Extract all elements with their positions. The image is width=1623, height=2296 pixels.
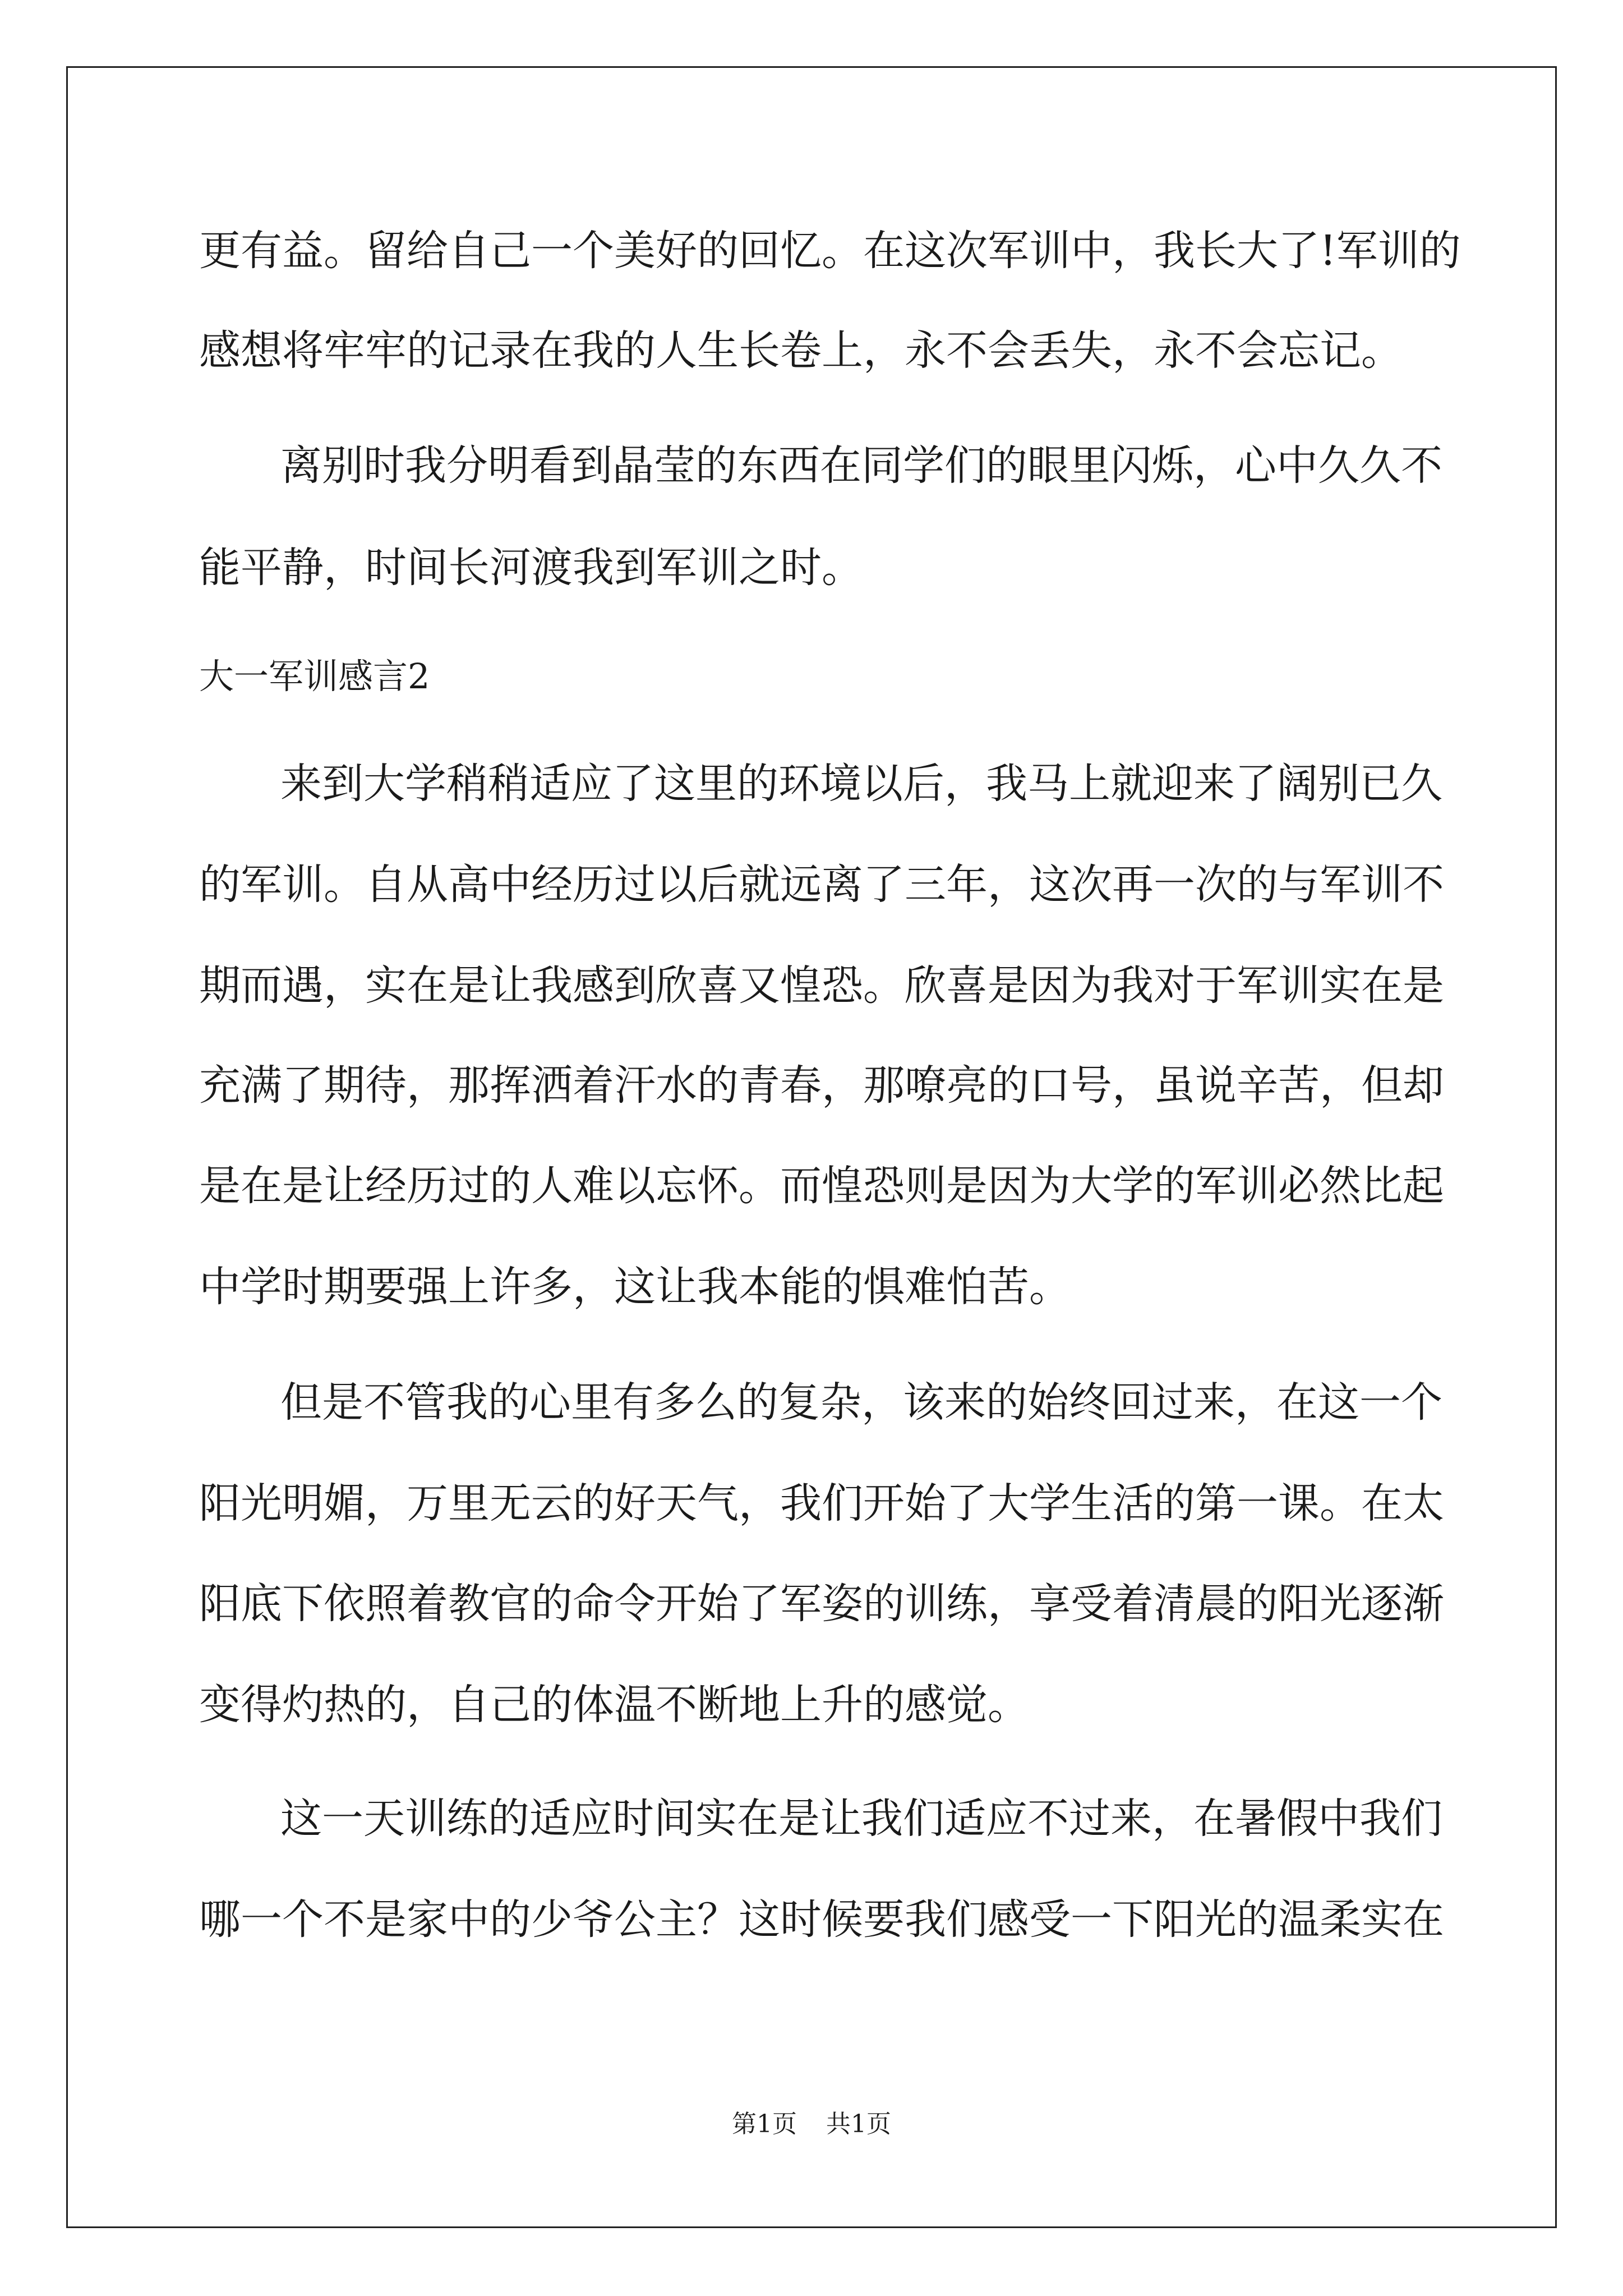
body-line: 能平静，时间长河渡我到军训之时。 xyxy=(199,544,863,592)
body-line: 这一天训练的适应时间实在是让我们适应不过来，在暑假中我们 xyxy=(280,1795,1442,1843)
body-line: 阳底下依照着教官的命令开始了军姿的训练，享受着清晨的阳光逐渐 xyxy=(199,1580,1444,1628)
body-line: 感想将牢牢的记录在我的人生长卷上，永不会丢失，永不会忘记。 xyxy=(199,326,1403,375)
body-line: 的军训。自从高中经历过以后就远离了三年，这次再一次的与军训不 xyxy=(199,861,1444,909)
body-line: 变得灼热的，自己的体温不断地上升的感觉。 xyxy=(199,1681,1029,1729)
page-total: 共1页 xyxy=(826,2110,891,2138)
body-line: 期而遇，实在是让我感到欣喜又惶恐。欣喜是因为我对于军训实在是 xyxy=(199,961,1444,1010)
body-line: 但是不管我的心里有多么的复杂，该来的始终回过来，在这一个 xyxy=(280,1378,1442,1427)
body-line: 更有益。留给自己一个美好的回忆。在这次军训中，我长大了!军训的 xyxy=(199,227,1461,275)
body-line: 阳光明媚，万里无云的好天气，我们开始了大学生活的第一课。在太 xyxy=(199,1479,1444,1527)
body-line: 是在是让经历过的人难以忘怀。而惶恐则是因为大学的军训必然比起 xyxy=(199,1162,1444,1210)
body-line: 哪一个不是家中的少爷公主？这时候要我们感受一下阳光的温柔实在 xyxy=(199,1895,1444,1944)
page-footer xyxy=(0,2112,1623,2137)
section-heading: 大一军训感言2 xyxy=(199,656,430,697)
body-line: 离别时我分明看到晶莹的东西在同学们的眼里闪烁，心中久久不 xyxy=(280,441,1442,490)
page-number: 第1页 xyxy=(732,2110,797,2138)
body-line: 中学时期要强上许多，这让我本能的惧难怕苦。 xyxy=(199,1263,1071,1311)
body-line: 来到大学稍稍适应了这里的环境以后，我马上就迎来了阔别已久 xyxy=(280,760,1442,808)
body-line: 充满了期待，那挥洒着汗水的青春，那嘹亮的口号，虽说辛苦，但却 xyxy=(199,1061,1444,1110)
